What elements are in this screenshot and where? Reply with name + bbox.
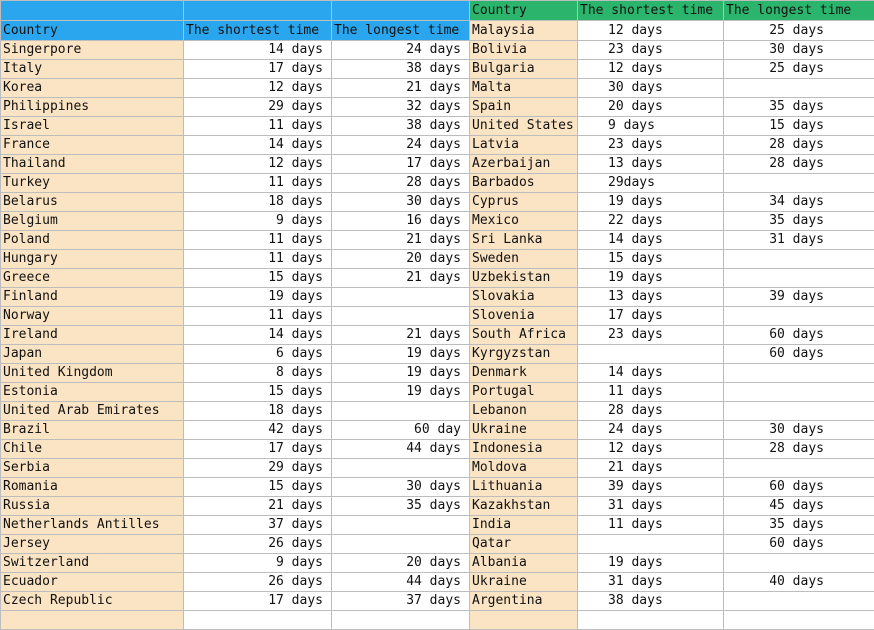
header-row [1,21,874,41]
country-cell-right[interactable]: Barbados [470,174,578,193]
blank-cell[interactable] [470,611,578,630]
country-cell-left[interactable]: Jersey [1,535,184,554]
country-cell-left[interactable]: Belgium [1,212,184,231]
longest-cell-left[interactable]: 20 days [332,554,470,573]
country-cell-right[interactable]: Malta [470,79,578,98]
shortest-cell-left[interactable]: 18 days [184,402,332,421]
blank-cell[interactable] [332,1,470,21]
longest-cell-right[interactable] [724,402,874,421]
longest-cell-right[interactable]: 30 days [724,421,874,440]
longest-cell-left[interactable]: 19 days [332,345,470,364]
country-cell-right[interactable]: Cyprus [470,193,578,212]
longest-cell-left[interactable]: 21 days [332,231,470,250]
country-cell-right[interactable]: Moldova [470,459,578,478]
table-row [1,364,874,383]
table-row [1,326,874,345]
shortest-cell-right[interactable]: 28 days [578,402,724,421]
longest-cell-left[interactable] [332,288,470,307]
shortest-cell-left[interactable]: 18 days [184,193,332,212]
shortest-cell-right[interactable]: 24 days [578,421,724,440]
longest-cell-right[interactable]: 34 days [724,193,874,212]
country-cell-right[interactable]: Ukraine [470,421,578,440]
longest-cell-right[interactable] [724,269,874,288]
table-row [1,402,874,421]
table-row [1,592,874,611]
shortest-cell-left[interactable]: 26 days [184,573,332,592]
table-row [1,41,874,60]
table-row [1,193,874,212]
shortest-cell-left[interactable]: 11 days [184,250,332,269]
table-row [1,440,874,459]
country-cell-left[interactable]: Brazil [1,421,184,440]
table-row [1,573,874,592]
shortest-cell-right[interactable]: 23 days [578,41,724,60]
blank-cell[interactable] [1,611,184,630]
longest-cell-left[interactable] [332,459,470,478]
empty-row [1,611,874,630]
shortest-cell-right[interactable] [578,535,724,554]
country-cell-left[interactable]: Norway [1,307,184,326]
country-cell-left[interactable]: Estonia [1,383,184,402]
blank-cell[interactable] [578,611,724,630]
country-cell-left[interactable]: Czech Republic [1,592,184,611]
shortest-cell-left[interactable]: 12 days [184,155,332,174]
longest-cell-left[interactable]: 32 days [332,98,470,117]
country-cell-left[interactable]: Japan [1,345,184,364]
blank-cell[interactable] [724,611,874,630]
country-cell-right[interactable]: Argentina [470,592,578,611]
shortest-cell-right[interactable] [578,345,724,364]
table-row [1,79,874,98]
longest-cell-right[interactable]: 35 days [724,98,874,117]
longest-cell-left[interactable]: 21 days [332,326,470,345]
longest-cell-right[interactable]: 25 days [724,60,874,79]
country-cell-left[interactable]: Romania [1,478,184,497]
longest-cell-left[interactable]: 38 days [332,117,470,136]
longest-cell-left[interactable]: 24 days [332,41,470,60]
shortest-cell-right[interactable]: 29days [578,174,724,193]
country-cell-right[interactable]: Qatar [470,535,578,554]
shortest-cell-right[interactable]: 14 days [578,364,724,383]
shortest-cell-right[interactable]: 19 days [578,193,724,212]
longest-cell-left[interactable]: 16 days [332,212,470,231]
shortest-cell-left[interactable]: 21 days [184,497,332,516]
shortest-cell-left[interactable]: 26 days [184,535,332,554]
shortest-cell-left[interactable]: 29 days [184,459,332,478]
country-cell-right[interactable]: Kyrgyzstan [470,345,578,364]
country-cell-left[interactable]: Italy [1,60,184,79]
country-cell-left[interactable]: Turkey [1,174,184,193]
header-shortest-left[interactable]: The shortest time [184,21,332,41]
country-cell-left[interactable]: United Kingdom [1,364,184,383]
longest-cell-left[interactable] [332,307,470,326]
country-cell-right[interactable]: Azerbaijan [470,155,578,174]
top-row [1,1,874,21]
shortest-cell-left[interactable]: 9 days [184,554,332,573]
header-shortest-right[interactable]: The shortest time [578,1,724,21]
longest-cell-right[interactable]: 60 days [724,478,874,497]
shortest-cell-right[interactable]: 39 days [578,478,724,497]
longest-cell-right[interactable]: 15 days [724,117,874,136]
country-cell-right[interactable]: Lithuania [470,478,578,497]
longest-cell-right[interactable]: 39 days [724,288,874,307]
country-cell-left[interactable]: United Arab Emirates [1,402,184,421]
country-cell-right[interactable]: Bulgaria [470,60,578,79]
blank-cell[interactable] [184,1,332,21]
country-cell-left[interactable]: Ireland [1,326,184,345]
longest-cell-left[interactable] [332,535,470,554]
table-row [1,231,874,250]
country-cell-right[interactable]: Uzbekistan [470,269,578,288]
table-row [1,136,874,155]
table-row [1,478,874,497]
longest-cell-left[interactable]: 20 days [332,250,470,269]
shortest-cell-right[interactable]: 11 days [578,516,724,535]
table-row [1,250,874,269]
table-row [1,497,874,516]
shortest-cell-left[interactable]: 14 days [184,326,332,345]
longest-cell-left[interactable]: 60 day [332,421,470,440]
shortest-cell-left[interactable]: 29 days [184,98,332,117]
shortest-cell-right[interactable]: 31 days [578,573,724,592]
country-cell-left[interactable]: Belarus [1,193,184,212]
table-row [1,212,874,231]
longest-cell-right[interactable]: 30 days [724,41,874,60]
longest-cell-right[interactable] [724,307,874,326]
header-country-right[interactable]: Country [470,1,578,21]
country-cell-right[interactable]: Lebanon [470,402,578,421]
longest-cell-right[interactable]: 45 days [724,497,874,516]
longest-cell-right[interactable]: 25 days [724,21,874,41]
country-cell-right[interactable]: Mexico [470,212,578,231]
country-cell-left[interactable]: Netherlands Antilles [1,516,184,535]
longest-cell-left[interactable]: 30 days [332,478,470,497]
shortest-cell-right[interactable]: 21 days [578,459,724,478]
country-cell-left[interactable]: Singerpore [1,41,184,60]
country-cell-left[interactable]: Chile [1,440,184,459]
longest-cell-left[interactable]: 21 days [332,269,470,288]
longest-cell-right[interactable] [724,79,874,98]
shortest-cell-left[interactable]: 17 days [184,592,332,611]
country-cell-left[interactable]: Greece [1,269,184,288]
country-cell-left[interactable]: France [1,136,184,155]
longest-cell-right[interactable]: 35 days [724,212,874,231]
blank-cell[interactable] [184,611,332,630]
country-cell-right[interactable]: Sri Lanka [470,231,578,250]
table-row [1,383,874,402]
table-row [1,269,874,288]
shortest-cell-right[interactable]: 19 days [578,269,724,288]
shortest-cell-right[interactable]: 20 days [578,98,724,117]
country-cell-right[interactable]: Malaysia [470,21,578,41]
longest-cell-right[interactable]: 60 days [724,535,874,554]
shortest-cell-right[interactable]: 11 days [578,383,724,402]
shortest-cell-right[interactable]: 13 days [578,155,724,174]
longest-cell-left[interactable]: 21 days [332,79,470,98]
longest-cell-right[interactable]: 28 days [724,155,874,174]
longest-cell-right[interactable]: 60 days [724,326,874,345]
shortest-cell-right[interactable]: 9 days [578,117,724,136]
longest-cell-left[interactable]: 38 days [332,60,470,79]
longest-cell-right[interactable] [724,592,874,611]
shortest-cell-right[interactable]: 13 days [578,288,724,307]
shortest-cell-left[interactable]: 8 days [184,364,332,383]
country-cell-right[interactable]: United States [470,117,578,136]
shortest-cell-left[interactable]: 19 days [184,288,332,307]
shortest-cell-left[interactable]: 37 days [184,516,332,535]
longest-cell-right[interactable] [724,250,874,269]
shortest-cell-left[interactable]: 6 days [184,345,332,364]
country-cell-left[interactable]: Thailand [1,155,184,174]
blank-cell[interactable] [1,1,184,21]
country-cell-right[interactable]: Kazakhstan [470,497,578,516]
country-cell-right[interactable]: India [470,516,578,535]
shortest-cell-left[interactable]: 15 days [184,478,332,497]
country-cell-right[interactable]: South Africa [470,326,578,345]
shortest-cell-left[interactable]: 15 days [184,269,332,288]
country-cell-left[interactable]: Korea [1,79,184,98]
country-cell-left[interactable]: Hungary [1,250,184,269]
shortest-cell-left[interactable]: 17 days [184,60,332,79]
shortest-cell-right[interactable]: 12 days [578,21,724,41]
longest-cell-right[interactable]: 35 days [724,516,874,535]
longest-cell-right[interactable] [724,174,874,193]
table-row [1,535,874,554]
shortest-cell-left[interactable]: 42 days [184,421,332,440]
longest-cell-left[interactable]: 19 days [332,383,470,402]
shortest-cell-left[interactable]: 17 days [184,440,332,459]
shortest-cell-left[interactable]: 12 days [184,79,332,98]
shortest-cell-left[interactable]: 14 days [184,136,332,155]
longest-cell-left[interactable]: 35 days [332,497,470,516]
shortest-cell-right[interactable]: 15 days [578,250,724,269]
longest-cell-right[interactable] [724,459,874,478]
shortest-cell-left[interactable]: 11 days [184,117,332,136]
longest-cell-left[interactable]: 19 days [332,364,470,383]
longest-cell-right[interactable]: 60 days [724,345,874,364]
country-cell-right[interactable]: Latvia [470,136,578,155]
shortest-cell-right[interactable]: 31 days [578,497,724,516]
shortest-cell-right[interactable]: 17 days [578,307,724,326]
country-cell-right[interactable]: Ukraine [470,573,578,592]
country-cell-left[interactable]: Philippines [1,98,184,117]
longest-cell-left[interactable]: 24 days [332,136,470,155]
shortest-cell-right[interactable]: 38 days [578,592,724,611]
shortest-cell-right[interactable]: 23 days [578,326,724,345]
header-longest-right[interactable]: The longest time [724,1,874,21]
country-cell-right[interactable]: Slovenia [470,307,578,326]
longest-cell-left[interactable]: 44 days [332,440,470,459]
table-row [1,174,874,193]
country-cell-left[interactable]: Russia [1,497,184,516]
shortest-cell-left[interactable]: 15 days [184,383,332,402]
country-cell-right[interactable]: Sweden [470,250,578,269]
longest-cell-left[interactable] [332,516,470,535]
table-row [1,516,874,535]
table-row [1,98,874,117]
country-cell-right[interactable]: Indonesia [470,440,578,459]
shortest-cell-left[interactable]: 11 days [184,307,332,326]
table-row [1,345,874,364]
longest-cell-left[interactable]: 44 days [332,573,470,592]
longest-cell-right[interactable] [724,383,874,402]
country-cell-right[interactable]: Bolivia [470,41,578,60]
shortest-cell-left[interactable]: 14 days [184,41,332,60]
country-cell-left[interactable]: Ecuador [1,573,184,592]
country-cell-left[interactable]: Serbia [1,459,184,478]
table-row [1,288,874,307]
country-cell-left[interactable]: Poland [1,231,184,250]
longest-cell-left[interactable]: 17 days [332,155,470,174]
shortest-cell-right[interactable]: 22 days [578,212,724,231]
longest-cell-right[interactable]: 40 days [724,573,874,592]
country-cell-right[interactable]: Spain [470,98,578,117]
shortest-cell-left[interactable]: 11 days [184,174,332,193]
country-cell-left[interactable]: Finland [1,288,184,307]
shortest-cell-left[interactable]: 11 days [184,231,332,250]
table-row [1,117,874,136]
shortest-cell-right[interactable]: 30 days [578,79,724,98]
longest-cell-left[interactable]: 30 days [332,193,470,212]
shortest-cell-right[interactable]: 12 days [578,60,724,79]
longest-cell-left[interactable]: 28 days [332,174,470,193]
blank-cell[interactable] [332,611,470,630]
longest-cell-right[interactable]: 31 days [724,231,874,250]
country-cell-left[interactable]: Switzerland [1,554,184,573]
longest-cell-right[interactable]: 28 days [724,136,874,155]
shortest-cell-left[interactable]: 9 days [184,212,332,231]
table-row [1,60,874,79]
country-cell-right[interactable]: Portugal [470,383,578,402]
longest-cell-right[interactable] [724,554,874,573]
shortest-cell-right[interactable]: 23 days [578,136,724,155]
country-cell-left[interactable]: Israel [1,117,184,136]
table-row [1,307,874,326]
table-row [1,459,874,478]
header-country-left[interactable]: Country [1,21,184,41]
shortest-cell-right[interactable]: 19 days [578,554,724,573]
longest-cell-right[interactable] [724,364,874,383]
shortest-cell-right[interactable]: 14 days [578,231,724,250]
longest-cell-left[interactable]: 37 days [332,592,470,611]
longest-cell-right[interactable]: 28 days [724,440,874,459]
header-longest-left[interactable]: The longest time [332,21,470,41]
table-row [1,421,874,440]
table-row [1,155,874,174]
table-row [1,554,874,573]
longest-cell-left[interactable] [332,402,470,421]
country-cell-right[interactable]: Albania [470,554,578,573]
country-cell-right[interactable]: Denmark [470,364,578,383]
country-cell-right[interactable]: Slovakia [470,288,578,307]
shortest-cell-right[interactable]: 12 days [578,440,724,459]
